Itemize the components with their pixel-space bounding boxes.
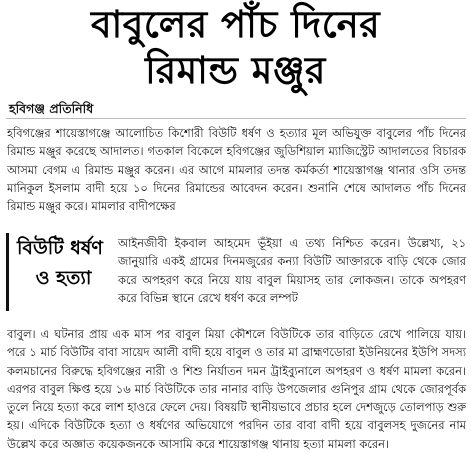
byline: হবিগঞ্জ প্রতিনিধি bbox=[9, 101, 94, 116]
side-heading-line-2: ও হত্যা bbox=[35, 267, 92, 289]
paragraph-1: হবিগঞ্জের শায়েস্তাগঞ্জে আলোচিত কিশোরী বিউটি ধর্ষণ ও হত্যার মূল অভিযুক্ত বাবুলের পাঁচ দিনের রিমান্ড মঞ্জুর করেছে আদালত। গতকাল বিকেলে হবিগঞ্জের জুডিশিয়াল ম্যাজিস্ট্রেট আদালতের বিচারক আসমা বেগম এ রিমান্ড মঞ্জুর করেন। এর আগে মামলার তদন্ত কর্মকর্তা শায়েস্তাগঞ্জ থানার ওসি তদন্ত মানিকুল ইসলাম বাদী হয়ে ১০ দিনের রিমান্ডের আবেদন করেন। শুনানি শেষে আদালত পাঁচ দিনের রিমান্ড মঞ্জুর করে। মামলার বাদীপক্ষের bbox=[7, 126, 466, 214]
headline-line-2: রিমান্ড মঞ্জুর bbox=[145, 49, 326, 92]
headline-line-1: বাবুলের পাঁচ দিনের bbox=[90, 3, 381, 46]
paragraph-3: বাবুল। এ ঘটনার প্রায় এক মাস পর বাবুল মিয়া কৌশলে বিউটিকে তার বাড়িতে রেখে পালিয়ে যায়। পরে ১ মার্চ বিউটির বাবা সায়েদ আলী বাদী হয়ে বাবুল ও তার মা ব্রাহ্মণডোরা ইউনিয়নের ইউপি সদস্য কলমচানের বিরুদ্ধে হবিগঞ্জের নারী ও শিশু নির্যাতন দমন ট্রাইব্যুনালে অপহরণ ও ধর্ষণ মামলা করেন। এরপর বাবুল ক্ষিপ্ত হয়ে ১৬ মার্চ বিউটিকে তার নানার বাড়ি উপজেলার গুনিপুর গ্রাম থেকে জোরপূর্বক তুলে নিয়ে হত্যা করে লাশ হাওরে ফেলে দেয়। বিষয়টি স্থানীয়ভাবে প্রচার হলে দেশজুড়ে তোলপাড় শুরু হয়। এদিকে বিউটিকে হত্যা ও ধর্ষণের অভিযোগে পরদিন তার বাবা বাদী হয়ে বাবুলসহ দুজনের নাম উল্লেখ করে অজ্ঞাত কয়েকজনকে আসামি করে শায়েস্তাগঞ্জ থানায় হত্যা মামলা করেন। bbox=[7, 327, 466, 451]
divider bbox=[6, 118, 466, 119]
paragraph-2: আইনজীবী ইকবাল আহমেদ ভূঁইয়া এ তথ্য নিশ্চিত করেন। উল্লেখ্য, ২১ জানুয়ারি একই গ্রামের দিনমজুরের কন্যা বিউটি আক্তারকে বাড়ি থেকে জোর করে অপহরণ করে নিয়ে যায় বাবুল মিয়াসহ তার লোকজন। তাকে অপহরণ করে বিভিন্ন স্থানে রেখে ধর্ষণ করে লম্পট bbox=[118, 236, 466, 305]
headline bbox=[0, 2, 471, 94]
side-heading bbox=[6, 233, 110, 311]
side-heading-line-1: বিউটি ধর্ষণ bbox=[17, 237, 103, 259]
